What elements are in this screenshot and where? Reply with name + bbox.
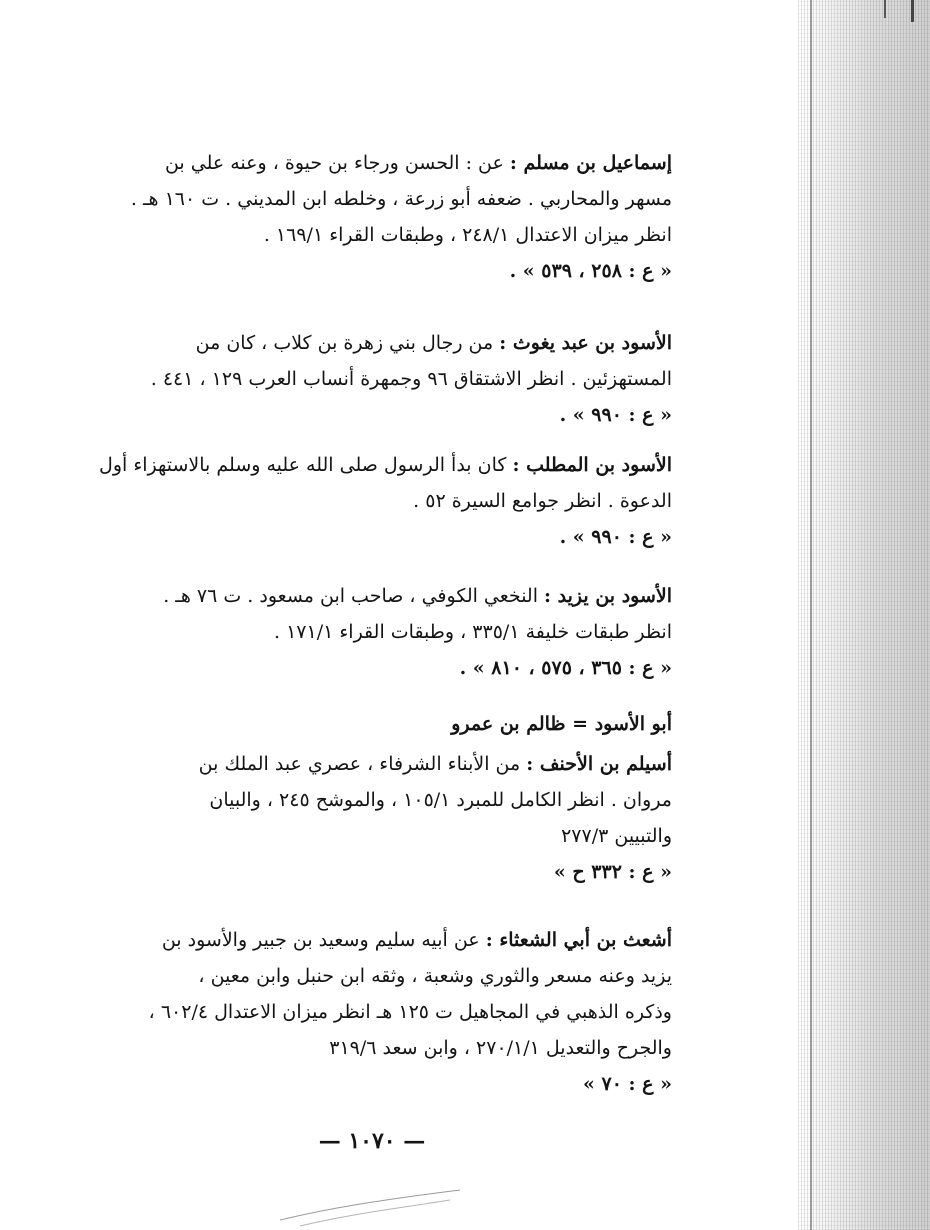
entry-reference: « ع : ٩٩٠ » . bbox=[559, 526, 672, 548]
entry-line: والتبيين ٢٧٧/٣ bbox=[561, 825, 672, 847]
entry-line: انظر ميزان الاعتدال ٢٤٨/١ ، وطبقات القراء ١٦٩/١ . bbox=[263, 224, 672, 246]
book-page-edge bbox=[798, 0, 930, 1230]
entry-text bbox=[62, 325, 672, 361]
entry-line: كان بدأ الرسول صلى الله عليه وسلم بالاستهزاء أول bbox=[99, 454, 507, 476]
entry-ismail-ibn-muslim bbox=[62, 145, 672, 289]
entry-head: أسيلم بن الأحنف : bbox=[526, 753, 672, 775]
edge-shadow-line bbox=[810, 0, 812, 1230]
entry-line: مروان . انظر الكامل للمبرد ١٠٥/١ ، والموشح ٢٤٥ ، والبيان bbox=[209, 789, 672, 811]
entry-line: النخعي الكوفي ، صاحب ابن مسعود . ت ٧٦ هـ . bbox=[163, 585, 538, 607]
entry-line: مسهر والمحاربي . ضعفه أبو زرعة ، وخلطه ابن المديني . ت ١٦٠ هـ . bbox=[130, 188, 672, 210]
entry-line: من الأبناء الشرفاء ، عصري عبد الملك بن bbox=[198, 753, 521, 775]
entry-line: عن : الحسن ورجاء بن حيوة ، وعنه علي بن bbox=[164, 152, 504, 174]
entry-reference: « ع : ٩٩٠ » . bbox=[559, 404, 672, 426]
entry-line: عن أبيه سليم وسعيد بن جبير والأسود بن bbox=[161, 929, 480, 951]
entry-ashath-ibn-abi-al-shatha bbox=[62, 922, 672, 1102]
entry-text bbox=[62, 578, 672, 614]
entry-reference: « ع : ٣٦٥ ، ٥٧٥ ، ٨١٠ » . bbox=[459, 657, 672, 679]
entry-head: أبو الأسود = ظالم بن عمرو bbox=[451, 713, 672, 735]
entry-head: إسماعيل بن مسلم : bbox=[509, 152, 672, 174]
entry-text bbox=[62, 746, 672, 782]
entry-text bbox=[62, 922, 672, 958]
entry-head: أشعث بن أبي الشعثاء : bbox=[485, 929, 672, 951]
entry-line: المستهزئين . انظر الاشتقاق ٩٦ وجمهرة أنساب العرب ١٢٩ ، ٤٤١ . bbox=[150, 368, 672, 390]
entry-text bbox=[62, 145, 672, 181]
page-number: — ١٠٧٠ — bbox=[318, 1128, 426, 1154]
entry-usaylim-ibn-al-ahnaf bbox=[62, 746, 672, 890]
edge-mark bbox=[911, 0, 914, 22]
entry-aswad-ibn-abd-yaghuth bbox=[62, 325, 672, 433]
entry-line: انظر طبقات خليفة ٣٣٥/١ ، وطبقات القراء ١٧١/١ . bbox=[273, 621, 672, 643]
pencil-scribble bbox=[270, 1150, 470, 1230]
entry-line: من رجال بني زهرة بن كلاب ، كان من bbox=[195, 332, 494, 354]
entry-reference: « ع : ٢٥٨ ، ٥٣٩ » . bbox=[509, 260, 672, 282]
entry-line: الدعوة . انظر جوامع السيرة ٥٢ . bbox=[413, 490, 672, 512]
entry-reference: « ع : ٣٣٢ ح » bbox=[553, 861, 672, 883]
entry-head: الأسود بن عبد يغوث : bbox=[499, 332, 672, 354]
entry-aswad-ibn-yazid bbox=[62, 578, 672, 686]
entry-line: وذكره الذهبي في المجاهيل ت ١٢٥ هـ انظر ميزان الاعتدال ٦٠٢/٤ ، bbox=[148, 1001, 672, 1023]
entry-line: والجرح والتعديل ٢٧٠/١/١ ، وابن سعد ٣١٩/٦ bbox=[329, 1037, 672, 1059]
cross-reference-abu-al-aswad bbox=[62, 706, 672, 742]
edge-mark bbox=[884, 0, 886, 18]
entry-text bbox=[62, 447, 672, 483]
entry-reference: « ع : ٧٠ » bbox=[583, 1073, 672, 1095]
entry-head: الأسود بن المطلب : bbox=[512, 454, 672, 476]
entry-line: يزيد وعنه مسعر والثوري وشعبة ، وثقه ابن حنبل وابن معين ، bbox=[198, 965, 672, 987]
entry-aswad-ibn-al-muttalib bbox=[62, 447, 672, 555]
entry-head: الأسود بن يزيد : bbox=[544, 585, 672, 607]
